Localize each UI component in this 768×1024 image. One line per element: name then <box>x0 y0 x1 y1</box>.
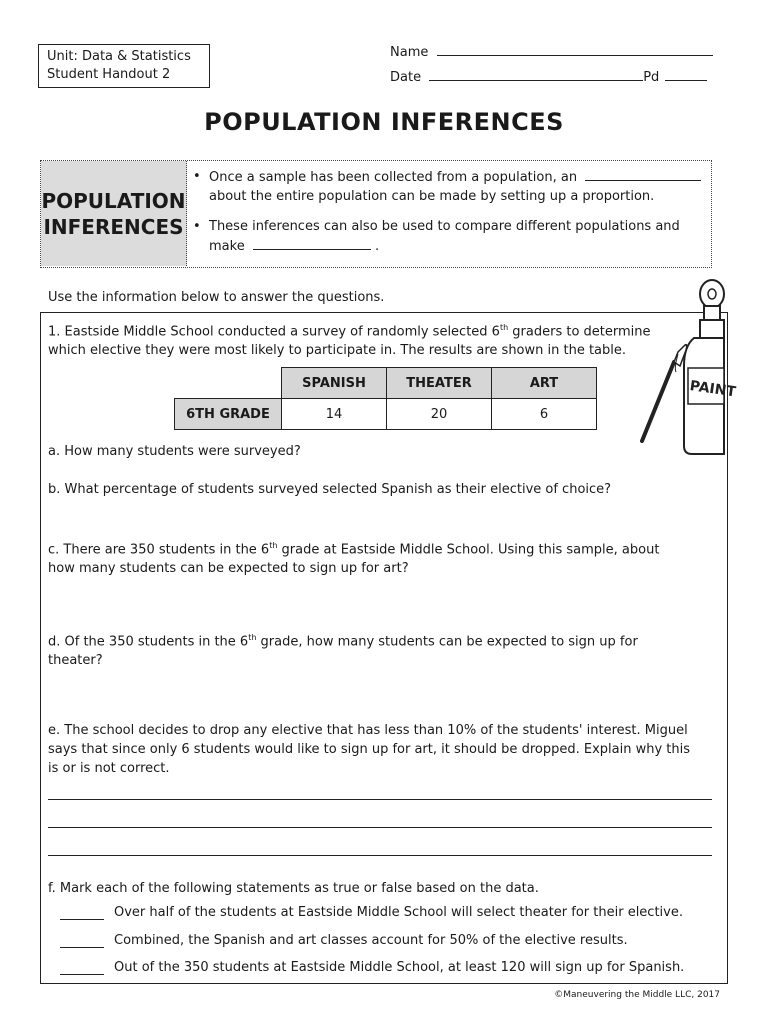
date-label: Date <box>390 70 422 85</box>
question-f: f. Mark each of the following statements as true or false based on the data. <box>48 881 539 896</box>
statement-text: Combined, the Spanish and art classes account for 50% of the elective results. <box>114 933 628 948</box>
table-cell: 6 <box>492 399 597 430</box>
intro-text: which elective they were most likely to participate in. The results are shown in the table. <box>48 343 627 359</box>
heading-line-1: POPULATION <box>41 188 186 213</box>
name-field[interactable] <box>437 42 713 56</box>
answer-line[interactable] <box>48 799 712 800</box>
copyright-footer: ©Maneuvering the Middle LLC, 2017 <box>554 990 720 1000</box>
intro-text: 1. Eastside Middle School conducted a survey of randomly selected 6 <box>48 324 500 340</box>
definition-bullets <box>193 167 709 267</box>
period-field[interactable] <box>665 67 707 81</box>
table-header-row <box>175 368 597 399</box>
bullet-item <box>193 167 709 206</box>
intro-text: graders to determine <box>508 324 651 340</box>
question-text: theater? <box>48 653 103 669</box>
answer-line[interactable] <box>48 827 712 828</box>
bullet-text: These inferences can also be used to compare different populations and make <box>209 219 680 254</box>
question-b: b. What percentage of students surveyed selected Spanish as their elective of choice? <box>48 482 612 497</box>
statement-text: Over half of the students at Eastside Middle School will select theater for their elective. <box>114 905 683 920</box>
true-false-item <box>60 933 628 948</box>
row-header: 6TH GRADE <box>175 399 282 430</box>
question-d <box>48 628 638 670</box>
column-header: THEATER <box>387 368 492 399</box>
bullet-icon: • <box>193 219 201 234</box>
question-text: grade, how many students can be expected to sign up for <box>256 634 638 650</box>
survey-table <box>174 367 597 430</box>
true-false-blank[interactable] <box>60 961 104 975</box>
bullet-item <box>193 217 709 256</box>
definition-heading <box>41 161 187 266</box>
fill-blank[interactable] <box>585 167 701 181</box>
question-text: c. There are 350 students in the 6 <box>48 542 270 558</box>
statement-text: Out of the 350 students at Eastside Middle School, at least 120 will sign up for Spanish. <box>114 960 685 975</box>
true-false-item <box>60 905 683 920</box>
question-text: grade at Eastside Middle School. Using this sample, about <box>277 542 660 558</box>
table-corner <box>175 368 282 399</box>
superscript: th <box>499 323 509 332</box>
question-text: is or is not correct. <box>48 761 170 776</box>
fill-blank[interactable] <box>253 236 371 250</box>
unit-box <box>38 44 210 88</box>
superscript: th <box>248 633 257 642</box>
date-row <box>390 67 707 85</box>
question-e <box>48 721 690 778</box>
heading-line-2: INFERENCES <box>43 214 184 239</box>
handout-label: Student Handout 2 <box>47 67 171 82</box>
question-text: how many students can be expected to sign up for art? <box>48 561 409 577</box>
column-header: ART <box>492 368 597 399</box>
column-header: SPANISH <box>282 368 387 399</box>
name-label: Name <box>390 45 429 60</box>
unit-label: Unit: Data & Statistics <box>47 49 191 64</box>
name-row <box>390 42 713 60</box>
table-cell: 20 <box>387 399 492 430</box>
answer-line[interactable] <box>48 855 712 856</box>
true-false-item <box>60 960 684 975</box>
question-1-intro <box>48 318 651 360</box>
bullet-icon: • <box>193 169 201 184</box>
question-text: d. Of the 350 students in the 6 <box>48 634 249 650</box>
paint-bottle-icon <box>634 276 737 456</box>
true-false-blank[interactable] <box>60 934 104 948</box>
definition-box <box>40 160 712 268</box>
question-c <box>48 536 659 578</box>
superscript: th <box>269 541 278 550</box>
question-text: says that since only 6 students would like to sign up for art, it should be dropped. Explain why this <box>48 742 690 757</box>
paint-label: PAINT <box>688 378 737 401</box>
date-field[interactable] <box>429 67 643 81</box>
period-label: Pd <box>643 70 660 85</box>
question-text: e. The school decides to drop any elective that has less than 10% of the students' interest. Miguel <box>48 723 688 738</box>
instructions: Use the information below to answer the questions. <box>48 290 385 305</box>
page-title: POPULATION INFERENCES <box>204 108 564 136</box>
bullet-text: . <box>374 239 380 254</box>
table-row <box>175 399 597 430</box>
bullet-text: about the entire population can be made by setting up a proportion. <box>209 189 655 204</box>
table-cell: 14 <box>282 399 387 430</box>
true-false-blank[interactable] <box>60 906 104 920</box>
question-a: a. How many students were surveyed? <box>48 444 301 459</box>
bullet-text: Once a sample has been collected from a population, an <box>209 170 578 185</box>
